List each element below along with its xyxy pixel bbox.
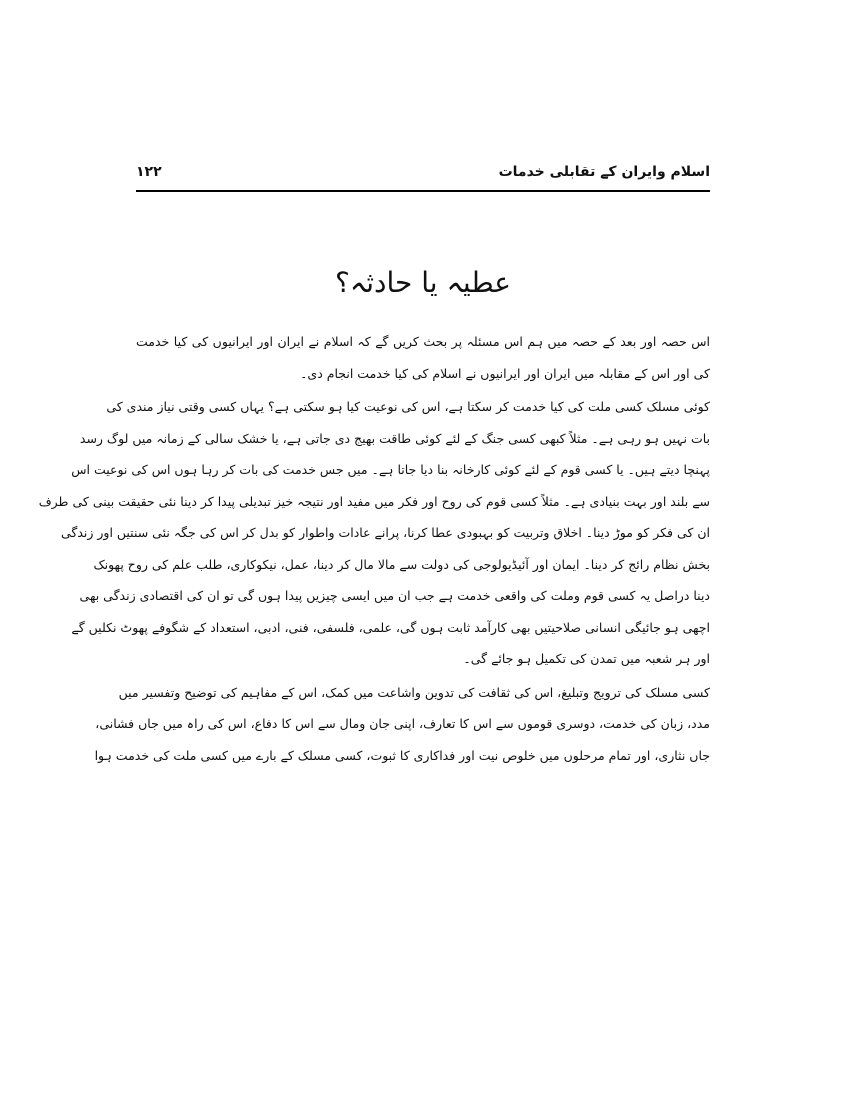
text-line: اور ہر شعبہ میں تمدن کی تکمیل ہو جائے گی۔ xyxy=(463,651,710,666)
body-text xyxy=(38,326,710,771)
text-line: مدد، زبان کی خدمت، دوسری قوموں سے اس کا تعارف، اپنی جان ومال سے اس کا دفاع، اس کی راہ میں جاں فشانی، xyxy=(95,716,710,731)
text-line: بخش نظام رائج کر دینا۔ ایمان اور آئیڈیولوجی کی دولت سے مالا مال کر دینا، عمل، نیکوکاری، طلب علم کی روح پھونک xyxy=(93,556,710,572)
text-line: پہنچا دیتے ہیں۔ یا کسی قوم کے لئے کوئی کارخانہ بنا دیا جاتا ہے۔ میں جس خدمت کی بات کر رہا ہوں اس کی نوعیت اس xyxy=(71,462,710,477)
text-line: ان کی فکر کو موڑ دینا۔ اخلاق وتربیت کو بہبودی عطا کرنا، پرانے عادات واطوار کو بدل کر اس کی جگہ نئی سنتیں اور زندگی xyxy=(60,525,710,540)
page-number: ۱۲۲ xyxy=(136,164,162,180)
header-divider xyxy=(136,190,710,192)
running-header-title: اسلام وایران کے تقابلی خدمات xyxy=(498,164,710,180)
text-line: دینا دراصل یہ کسی قوم وملت کی واقعی خدمت ہے جب ان میں ایسی چیزیں پیدا ہوں گی تو ان کی اقتصادی زندگی بھی xyxy=(79,588,710,603)
text-line: جاں نثاری، اور تمام مرحلوں میں خلوص نیت اور فداکاری کا ثبوت، کسی مسلک کے بارے میں کسی ملت کی خدمت ہوا xyxy=(94,747,710,763)
text-line: بات نہیں ہو رہی ہے۔ مثلاً کبھی کسی جنگ کے لئے کوئی طاقت بھیج دی جاتی ہے، یا خشک سالی کے زمانہ میں لوگ رسد xyxy=(79,430,710,446)
text-line: اس حصہ اور بعد کے حصہ میں ہم اس مسئلہ پر بحث کریں گے کہ اسلام نے ایران اور ایرانیوں کی کیا خدمت xyxy=(136,334,710,349)
chapter-title: عطیہ یا حادثہ؟ xyxy=(334,266,512,299)
text-line: سے بلند اور بہت بنیادی ہے۔ مثلاً کسی قوم کی روح اور فکر میں مفید اور نتیجہ خیز تبدیلی پیدا کر دینا نئی حقیقت بینی کی طرف xyxy=(38,493,710,509)
text-line: کی اور اس کے مقابلہ میں ایران اور ایرانیوں نے اسلام کی کیا خدمت انجام دی۔ xyxy=(300,365,710,381)
text-line: اچھی ہو جائیگی انسانی صلاحیتیں بھی کارآمد ثابت ہوں گی، علمی، فلسفی، فنی، ادبی، استعداد کے شگوفے پھوٹ نکلیں گے xyxy=(71,619,710,635)
text-line: کوئی مسلک کسی ملت کی کیا خدمت کر سکتا ہے، اس کی نوعیت کیا ہو سکتی ہے؟ یہاں کسی وقتی نیاز مندی کی xyxy=(106,399,710,414)
running-header xyxy=(136,160,710,184)
text-line: کسی مسلک کی ترویج وتبلیغ، اس کی ثقافت کی تدوین واشاعت میں کمک، اس کے مفاہیم کی توضیح وتفسیر میں xyxy=(118,684,710,700)
